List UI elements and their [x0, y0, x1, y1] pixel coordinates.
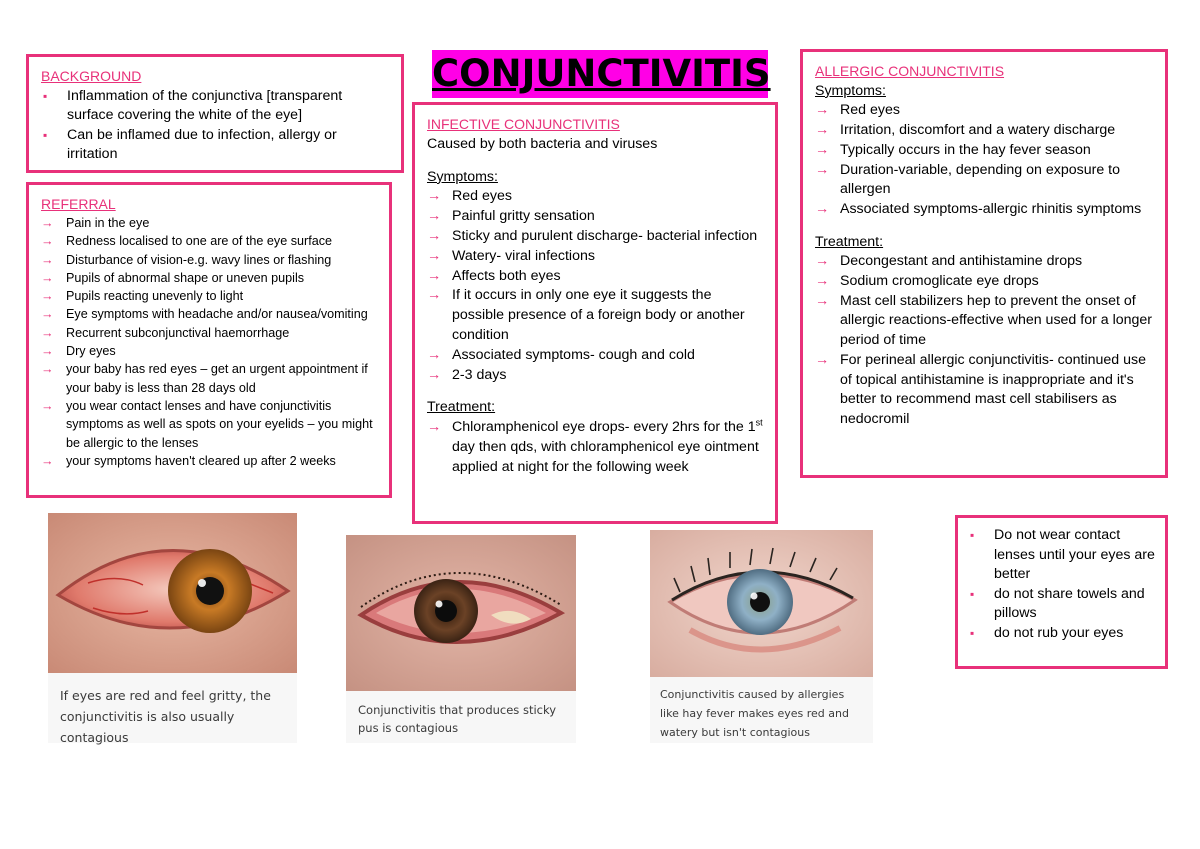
- treatment-superscript: st: [755, 417, 763, 428]
- list-item: → your baby has red eyes – get an urgent appointment if your baby is less than 28 days old: [41, 360, 377, 397]
- list-item: → Associated symptoms-allergic rhinitis symptoms: [815, 200, 1153, 220]
- infective-treatment-list: [427, 418, 763, 477]
- list-item: → Typically occurs in the hay fever season: [815, 141, 1153, 161]
- allergic-treatment-label: Treatment:: [815, 233, 884, 250]
- list-item: → Mast cell stabilizers hep to prevent the onset of allergic reactions-effective when used for a longer period of time: [815, 292, 1153, 351]
- list-item: [427, 418, 763, 477]
- list-item: → Pain in the eye: [41, 214, 377, 232]
- background-list: [41, 87, 389, 165]
- allergic-section: [800, 49, 1168, 478]
- background-heading: BACKGROUND: [41, 68, 142, 84]
- eye-photo-allergic: [650, 530, 873, 677]
- background-section: [26, 54, 404, 173]
- treatment-text-start: Chloramphenicol eye drops- every 2hrs for the 1: [452, 419, 756, 436]
- list-item: → Disturbance of vision-e.g. wavy lines or flashing: [41, 251, 377, 269]
- referral-list: [41, 214, 377, 470]
- list-item: → Redness localised to one are of the eye surface: [41, 232, 377, 250]
- eye-photo-red-gritty: [48, 513, 297, 673]
- eye-photo-sticky-pus: [346, 535, 576, 691]
- list-item: ▪ Can be inflamed due to infection, allergy or irritation: [41, 126, 389, 165]
- list-item: → Red eyes: [815, 101, 1153, 121]
- list-item: → Decongestant and antihistamine drops: [815, 252, 1153, 272]
- list-item: ▪ Inflammation of the conjunctiva [transparent surface covering the white of the eye]: [41, 87, 389, 126]
- list-item: → Eye symptoms with headache and/or nausea/vomiting: [41, 305, 377, 323]
- infective-treatment-label: Treatment:: [427, 399, 496, 416]
- photo-caption: If eyes are red and feel gritty, the conjunctivitis is also usually contagious: [48, 673, 297, 743]
- list-item: → Associated symptoms- cough and cold: [427, 346, 763, 366]
- allergic-symptoms-list: [815, 101, 1153, 219]
- list-item: → your symptoms haven't cleared up after 2 weeks: [41, 452, 377, 470]
- page-title-text: CONJUNCTIVITIS: [432, 52, 771, 95]
- list-item: → Duration-variable, depending on exposure to allergen: [815, 161, 1153, 200]
- list-item: ▪ Do not wear contact lenses until your eyes are better: [968, 526, 1155, 585]
- infective-symptoms-list: [427, 187, 763, 385]
- list-item: → 2-3 days: [427, 366, 763, 386]
- eye-image: [650, 530, 873, 677]
- list-item: → Watery- viral infections: [427, 247, 763, 267]
- infective-symptoms-label: Symptoms:: [427, 168, 498, 185]
- allergic-symptoms-label: Symptoms:: [815, 82, 886, 99]
- treatment-text-end: day then qds, with chloramphenicol eye ointment applied at night for the following week: [452, 438, 759, 475]
- eye-image: [346, 535, 576, 691]
- list-item: → Recurrent subconjunctival haemorrhage: [41, 324, 377, 342]
- list-item: → If it occurs in only one eye it suggests the possible presence of a foreign body or another condition: [427, 286, 763, 345]
- allergic-treatment-list: [815, 252, 1153, 429]
- page-title: [432, 50, 771, 98]
- list-item: → Pupils reacting unevenly to light: [41, 287, 377, 305]
- infective-section: [412, 102, 778, 524]
- infective-heading: INFECTIVE CONJUNCTIVITIS: [427, 116, 620, 132]
- list-item: → Irritation, discomfort and a watery discharge: [815, 121, 1153, 141]
- photo-caption: Conjunctivitis that produces sticky pus is contagious: [346, 691, 576, 743]
- list-item: → Pupils of abnormal shape or uneven pupils: [41, 269, 377, 287]
- list-item: ▪ do not rub your eyes: [968, 624, 1155, 644]
- advice-section: [955, 515, 1168, 669]
- referral-section: [26, 182, 392, 498]
- referral-heading: REFERRAL: [41, 196, 116, 212]
- list-item: → Red eyes: [427, 187, 763, 207]
- photo-caption: Conjunctivitis caused by allergies like hay fever makes eyes red and watery but isn't contagious: [650, 677, 873, 743]
- list-item: → you wear contact lenses and have conjunctivitis symptoms as well as spots on your eyelids – you might be allergic to the lenses: [41, 397, 377, 452]
- allergic-heading: ALLERGIC CONJUNCTIVITIS: [815, 63, 1005, 79]
- eye-image: [48, 513, 297, 673]
- advice-list: [968, 526, 1155, 644]
- list-item: → Dry eyes: [41, 342, 377, 360]
- list-item: ▪ do not share towels and pillows: [968, 585, 1155, 624]
- list-item: → Affects both eyes: [427, 267, 763, 287]
- infective-intro: Caused by both bacteria and viruses: [427, 135, 658, 152]
- list-item: → For perineal allergic conjunctivitis- continued use of topical antihistamine is inappropriate and it's better to recommend mast cell stabilisers as nedocromil: [815, 351, 1153, 430]
- list-item: → Sodium cromoglicate eye drops: [815, 272, 1153, 292]
- list-item: → Painful gritty sensation: [427, 207, 763, 227]
- list-item: → Sticky and purulent discharge- bacterial infection: [427, 227, 763, 247]
